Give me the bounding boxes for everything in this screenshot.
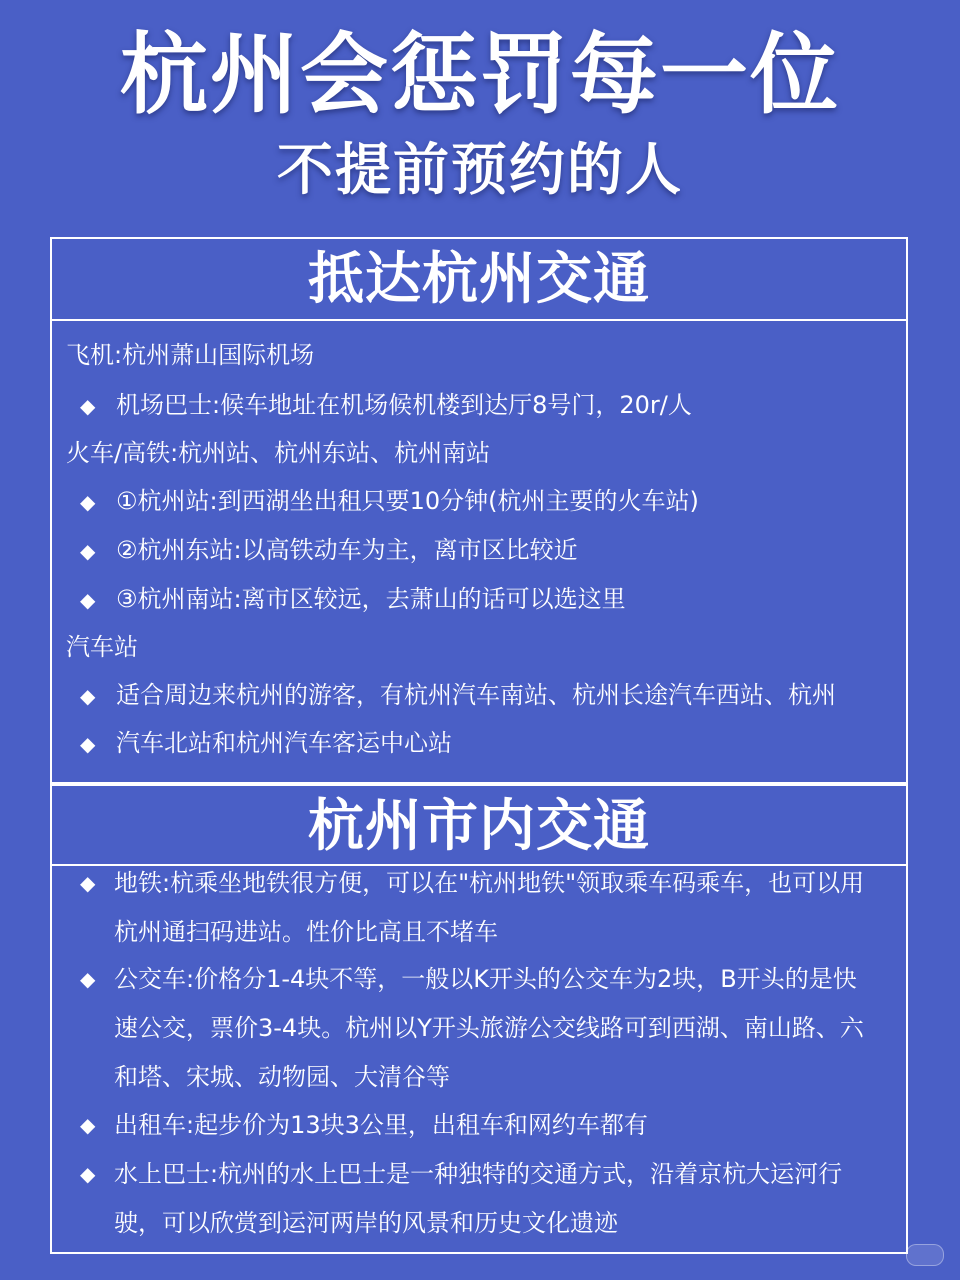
arrival-line-text: 汽车北站和杭州汽车客运中心站 — [116, 729, 452, 757]
arrival-line-train — [66, 437, 490, 469]
arrival-line-bus-stations-1 — [80, 679, 836, 712]
arrival-line-text: 飞机:杭州萧山国际机场 — [66, 341, 315, 369]
city-item-metro — [80, 859, 880, 957]
city-item-water-bus — [80, 1150, 880, 1248]
diamond-bullet-icon: ◆ — [80, 967, 96, 991]
arrival-line-text: 汽车站 — [66, 633, 138, 661]
diamond-bullet-icon: ◆ — [80, 732, 96, 756]
arrival-line-hangzhou-station — [80, 485, 699, 518]
city-item-bus — [80, 955, 880, 1102]
arrival-line-text: 火车/高铁:杭州站、杭州东站、杭州南站 — [66, 439, 491, 467]
diamond-bullet-icon: ◆ — [80, 684, 96, 708]
city-item-text: 公交车:价格分1-4块不等，一般以K开头的公交车为2块，B开头的是快速公交，票价3-4块。杭州以Y开头旅游公交线路可到西湖、南山路、六和塔、宋城、动物园、大清谷等 — [114, 965, 864, 1091]
arrival-line-south-station — [80, 583, 626, 616]
arrival-line-bus-station — [66, 631, 138, 663]
watermark-badge — [906, 1244, 944, 1266]
city-item-taxi — [80, 1101, 880, 1150]
diamond-bullet-icon: ◆ — [80, 1162, 96, 1186]
city-item-text: 地铁:杭乘坐地铁很方便，可以在"杭州地铁"领取乘车码乘车，也可以用杭州通扫码进站。性价比高且不堵车 — [114, 869, 865, 946]
arrival-line-text: ③杭州南站:离市区较远，去萧山的话可以选这里 — [116, 585, 626, 613]
diamond-bullet-icon: ◆ — [80, 490, 96, 514]
diamond-bullet-icon: ◆ — [80, 1113, 96, 1137]
city-heading: 杭州市内交通 — [52, 784, 906, 866]
arrival-heading: 抵达杭州交通 — [52, 239, 906, 321]
diamond-bullet-icon: ◆ — [80, 394, 96, 418]
arrival-line-text: ②杭州东站:以高铁动车为主，离市区比较近 — [116, 536, 578, 564]
diamond-bullet-icon: ◆ — [80, 539, 96, 563]
diamond-bullet-icon: ◆ — [80, 871, 96, 895]
arrival-line-east-station — [80, 534, 578, 567]
arrival-line-bus-stations-2 — [80, 727, 452, 760]
arrival-line-plane — [66, 339, 314, 371]
arrival-panel — [50, 237, 908, 784]
hero-title: 杭州会惩罚每一位 — [119, 23, 840, 126]
arrival-line-text: 适合周边来杭州的游客，有杭州汽车南站、杭州长途汽车西站、杭州 — [116, 681, 836, 709]
city-item-text: 水上巴士:杭州的水上巴士是一种独特的交通方式，沿着京杭大运河行驶，可以欣赏到运河两岸的风景和历史文化遗迹 — [114, 1160, 843, 1237]
city-item-text: 出租车:起步价为13块3公里，出租车和网约车都有 — [114, 1111, 648, 1139]
arrival-line-airport-bus — [80, 389, 692, 422]
city-panel — [50, 784, 908, 1254]
diamond-bullet-icon: ◆ — [80, 588, 96, 612]
arrival-line-text: ①杭州站:到西湖坐出租只要10分钟(杭州主要的火车站) — [116, 487, 699, 515]
arrival-line-text: 机场巴士:候车地址在机场候机楼到达厅8号门，20r/人 — [116, 391, 692, 419]
hero-subtitle: 不提前预约的人 — [277, 138, 683, 203]
